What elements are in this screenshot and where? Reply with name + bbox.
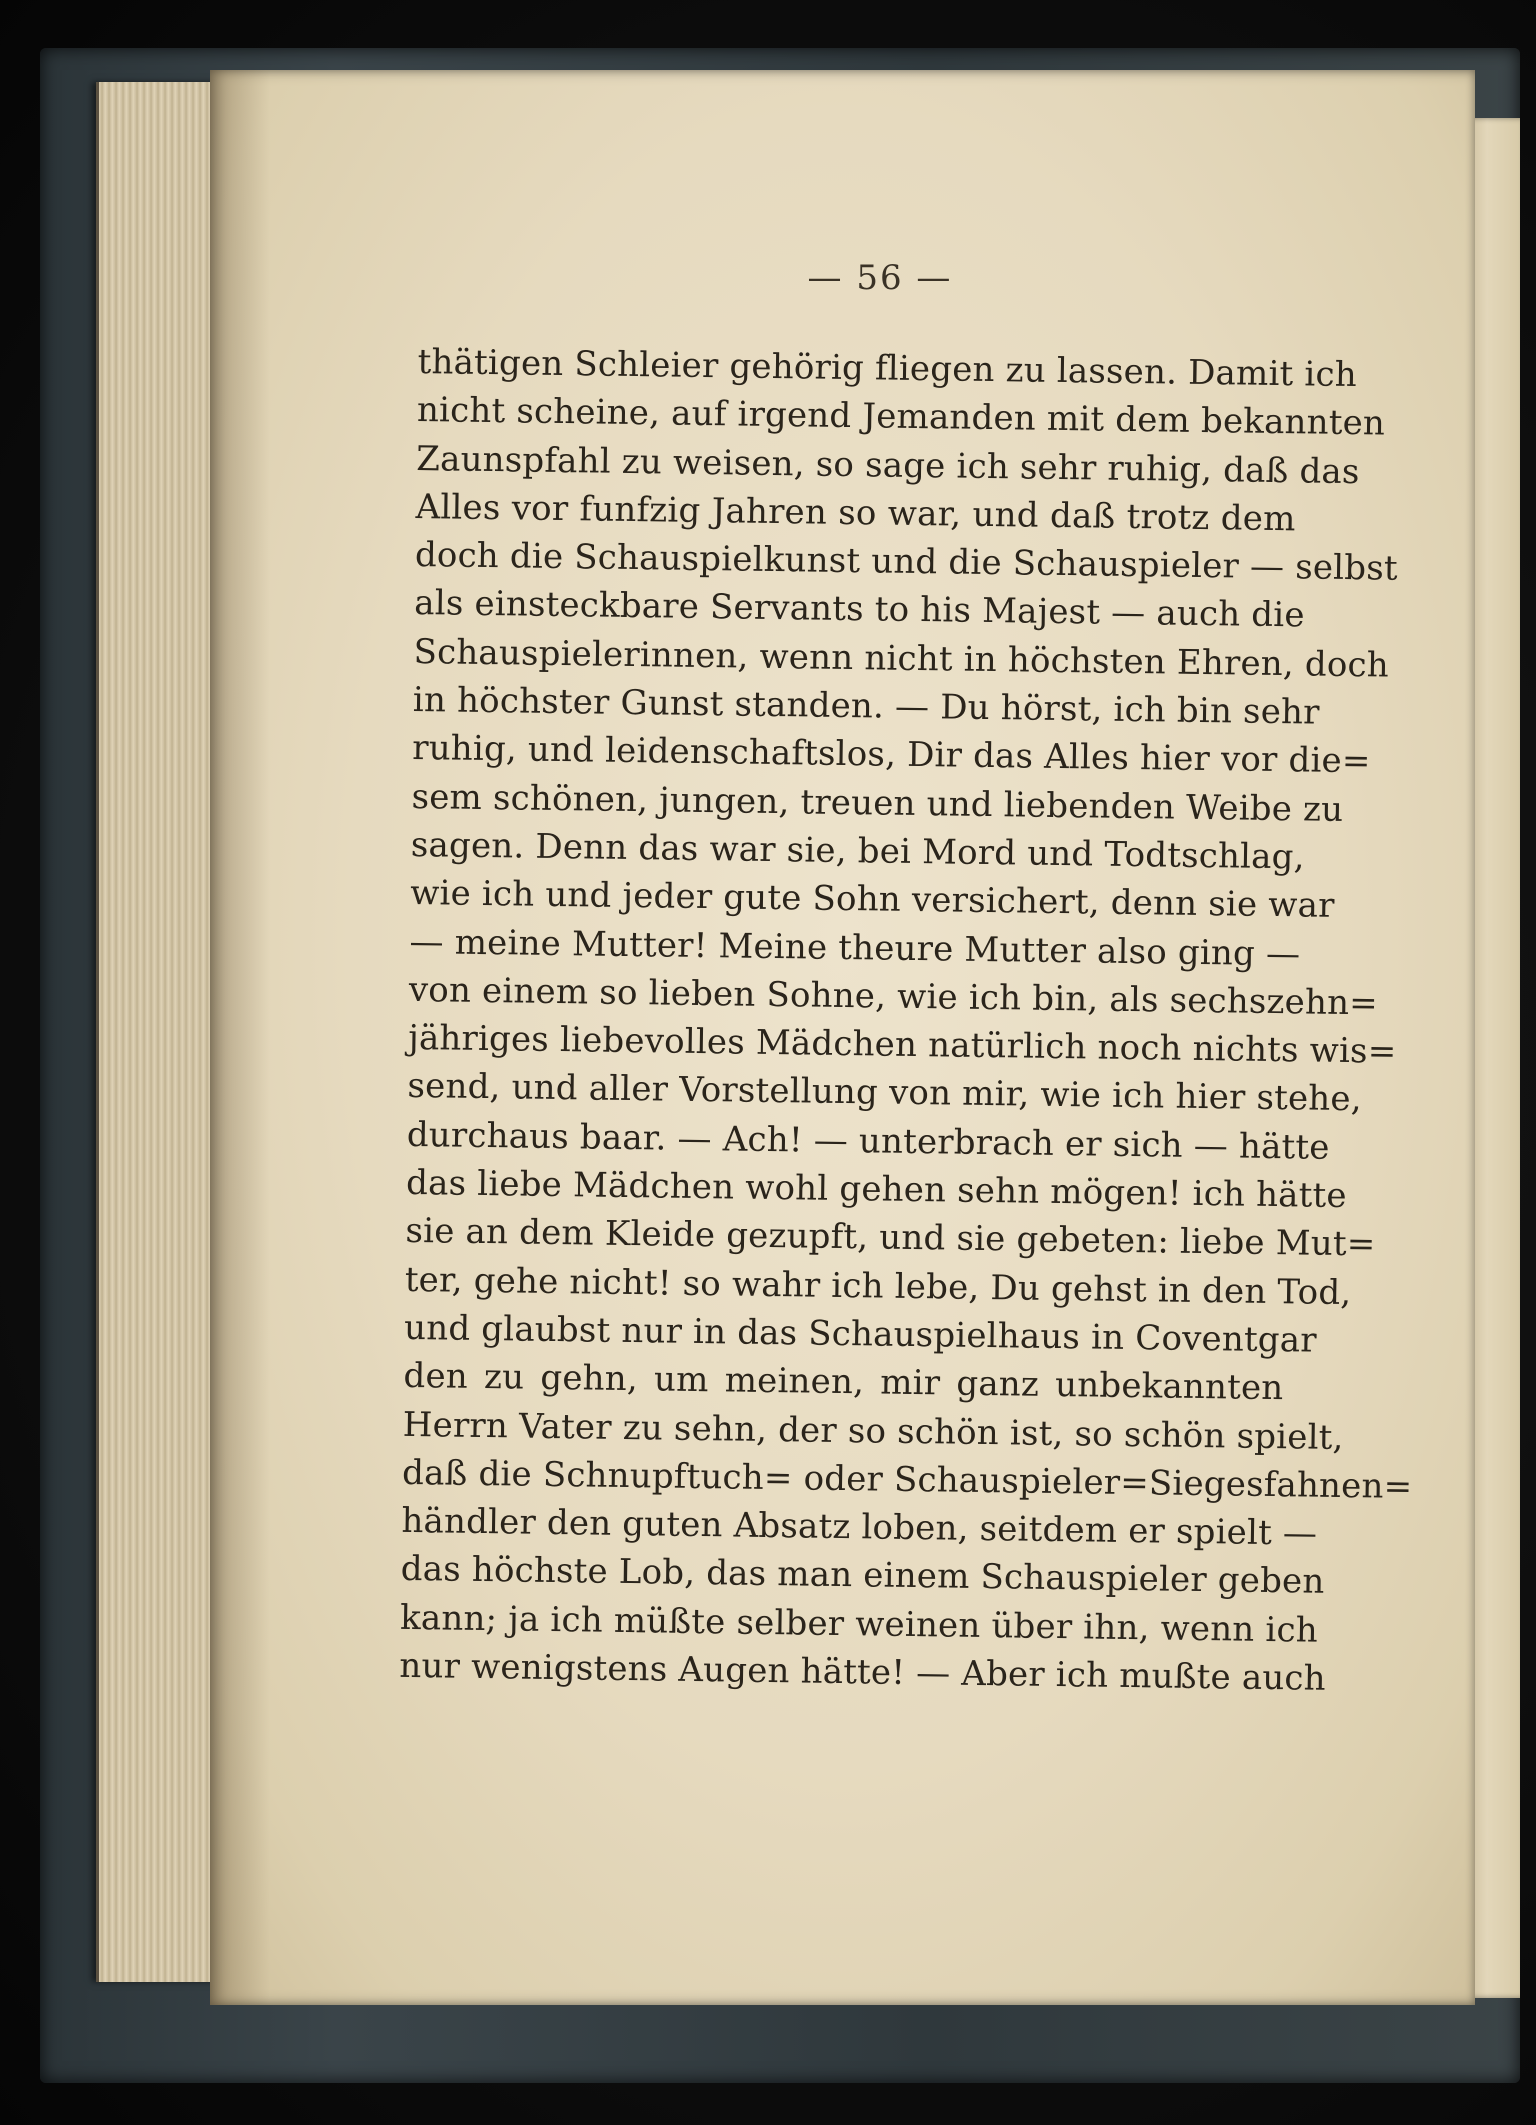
text-line: kann; ja ich müßte selber weinen über ihn, wenn ich xyxy=(399,1597,1319,1651)
text-line: Schauspielerinnen, wenn nicht in höchsten Ehren, doch xyxy=(413,631,1390,686)
text-line: daß die Schnupftuch= oder Schauspieler=Siegesfahnen= xyxy=(401,1452,1413,1507)
text-line: — meine Mutter! Meine theure Mutter also ging — xyxy=(409,921,1301,974)
text-line: Zaunspfahl zu weisen, so sage ich sehr ruhig, daß das xyxy=(416,438,1360,492)
text-line: und glaubst nur in das Schauspielhaus in Coventgar xyxy=(403,1307,1318,1361)
text-line: sem schönen, jungen, treuen und liebenden Weibe zu xyxy=(411,776,1344,830)
text-line: von einem so lieben Sohne, wie ich bin, als sechszehn= xyxy=(408,969,1379,1024)
text-line: ruhig, und leidenschaftslos, Dir das Alles hier vor die= xyxy=(411,728,1371,782)
text-line: das liebe Mädchen wohl gehen sehn mögen! ich hätte xyxy=(405,1162,1347,1217)
text-line: den zu gehn, um meinen, mir ganz unbekannten xyxy=(403,1356,1284,1409)
text-line: ter, gehe nicht! so wahr ich lebe, Du gehst in den Tod, xyxy=(404,1259,1352,1313)
page-text xyxy=(399,338,1413,1702)
text-line: jähriges liebevolles Mädchen natürlich noch nichts wis= xyxy=(407,1018,1397,1072)
text-line: sagen. Denn das war sie, bei Mord und Todtschlag, xyxy=(410,824,1305,878)
text-line: das höchste Lob, das man einem Schauspieler geben xyxy=(400,1549,1325,1603)
text-line: Herrn Vater zu sehn, der so schön ist, so schön spielt, xyxy=(402,1404,1344,1458)
text-line: in höchster Gunst standen. — Du hörst, ich bin sehr xyxy=(412,680,1320,733)
text-line: Alles vor funfzig Jahren so war, und daß trotz dem xyxy=(415,486,1296,540)
page-edges xyxy=(96,82,219,1982)
text-line: nicht scheine, auf irgend Jemanden mit dem bekannten xyxy=(416,390,1386,444)
text-line: nur wenigstens Augen hätte! — Aber ich mußte auch xyxy=(399,1645,1327,1699)
text-line: als einsteckbare Servants to his Majest — auch die xyxy=(414,583,1305,636)
text-line: händler den guten Absatz loben, seitdem er spielt — xyxy=(401,1501,1318,1554)
text-line: thätigen Schleier gehörig fliegen zu lassen. Damit ich xyxy=(417,341,1358,396)
text-line: wie ich und jeder gute Sohn versichert, denn sie war xyxy=(409,873,1335,927)
page-number: — 56 — xyxy=(807,258,953,298)
text-line: doch die Schauspielkunst und die Schauspieler — selbst xyxy=(414,535,1399,589)
text-line: durchaus baar. — Ach! — unterbrach er sich — hätte xyxy=(406,1114,1330,1168)
text-line: send, und aller Vorstellung von mir, wie ich hier stehe, xyxy=(407,1066,1363,1120)
text-line: sie an dem Kleide gezupft, und sie gebeten: liebe Mut= xyxy=(405,1211,1376,1265)
gutter-shadow xyxy=(210,70,270,2005)
